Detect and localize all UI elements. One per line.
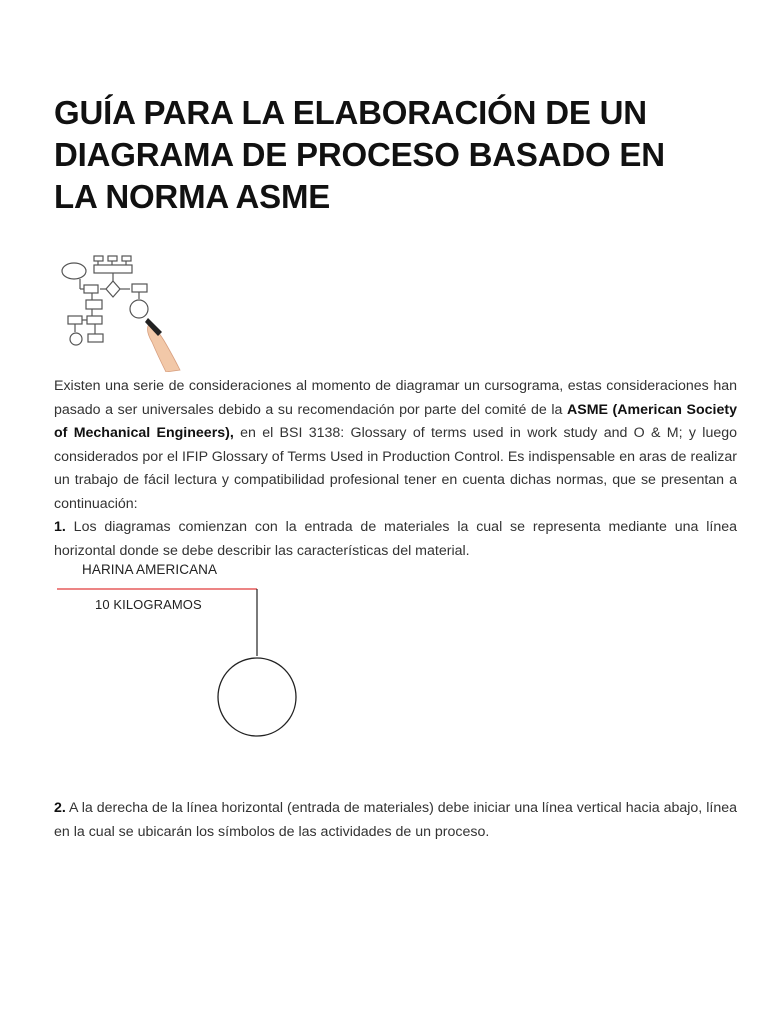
point-2-number: 2. (54, 800, 66, 816)
point-1-number: 1. (54, 519, 66, 535)
operation-symbol-circle (218, 658, 296, 736)
point-1-paragraph (54, 516, 737, 563)
title-line-2: DIAGRAMA DE PROCESO BASADO EN (54, 136, 665, 173)
point-2-paragraph (54, 797, 737, 844)
point-1-text: Los diagramas comienzan con la entrada de materiales la cual se representa mediante una línea horizontal donde se debe describir las características del material. (54, 519, 737, 559)
title-line-1: GUÍA PARA LA ELABORACIÓN DE UN (54, 94, 647, 131)
material-name-label: HARINA AMERICANA (82, 562, 218, 577)
title-line-3: LA NORMA ASME (54, 178, 331, 215)
intro-text-b: en el BSI 3138: Glossary of terms used in work study and O & M; y luego considerados por el IFIP Glossary of Terms Used in Production Control. Es indispensable en aras de realizar un trabajo de fácil lectura y compatibilidad profesional tener en cuenta dichas normas, que se presentan a continuación: (54, 425, 738, 512)
material-input-diagram (54, 560, 354, 750)
page-title (54, 92, 744, 218)
intro-paragraph (54, 375, 737, 516)
asme-bold-term: ASME (American Society of Mechanical Engineers), (54, 401, 737, 441)
material-quantity-label: 10 KILOGRAMOS (95, 597, 202, 612)
flowchart-drawing-illustration (58, 252, 188, 372)
point-2-text: A la derecha de la línea horizontal (entrada de materiales) debe iniciar una línea vertical hacia abajo, línea en la cual se ubicarán los símbolos de las actividades de un proceso. (54, 800, 737, 840)
intro-text-a: Existen una serie de consideraciones al momento de diagramar un cursograma, estas consideraciones han pasado a ser universales debido a su recomendación por parte del comité de la (54, 378, 737, 418)
